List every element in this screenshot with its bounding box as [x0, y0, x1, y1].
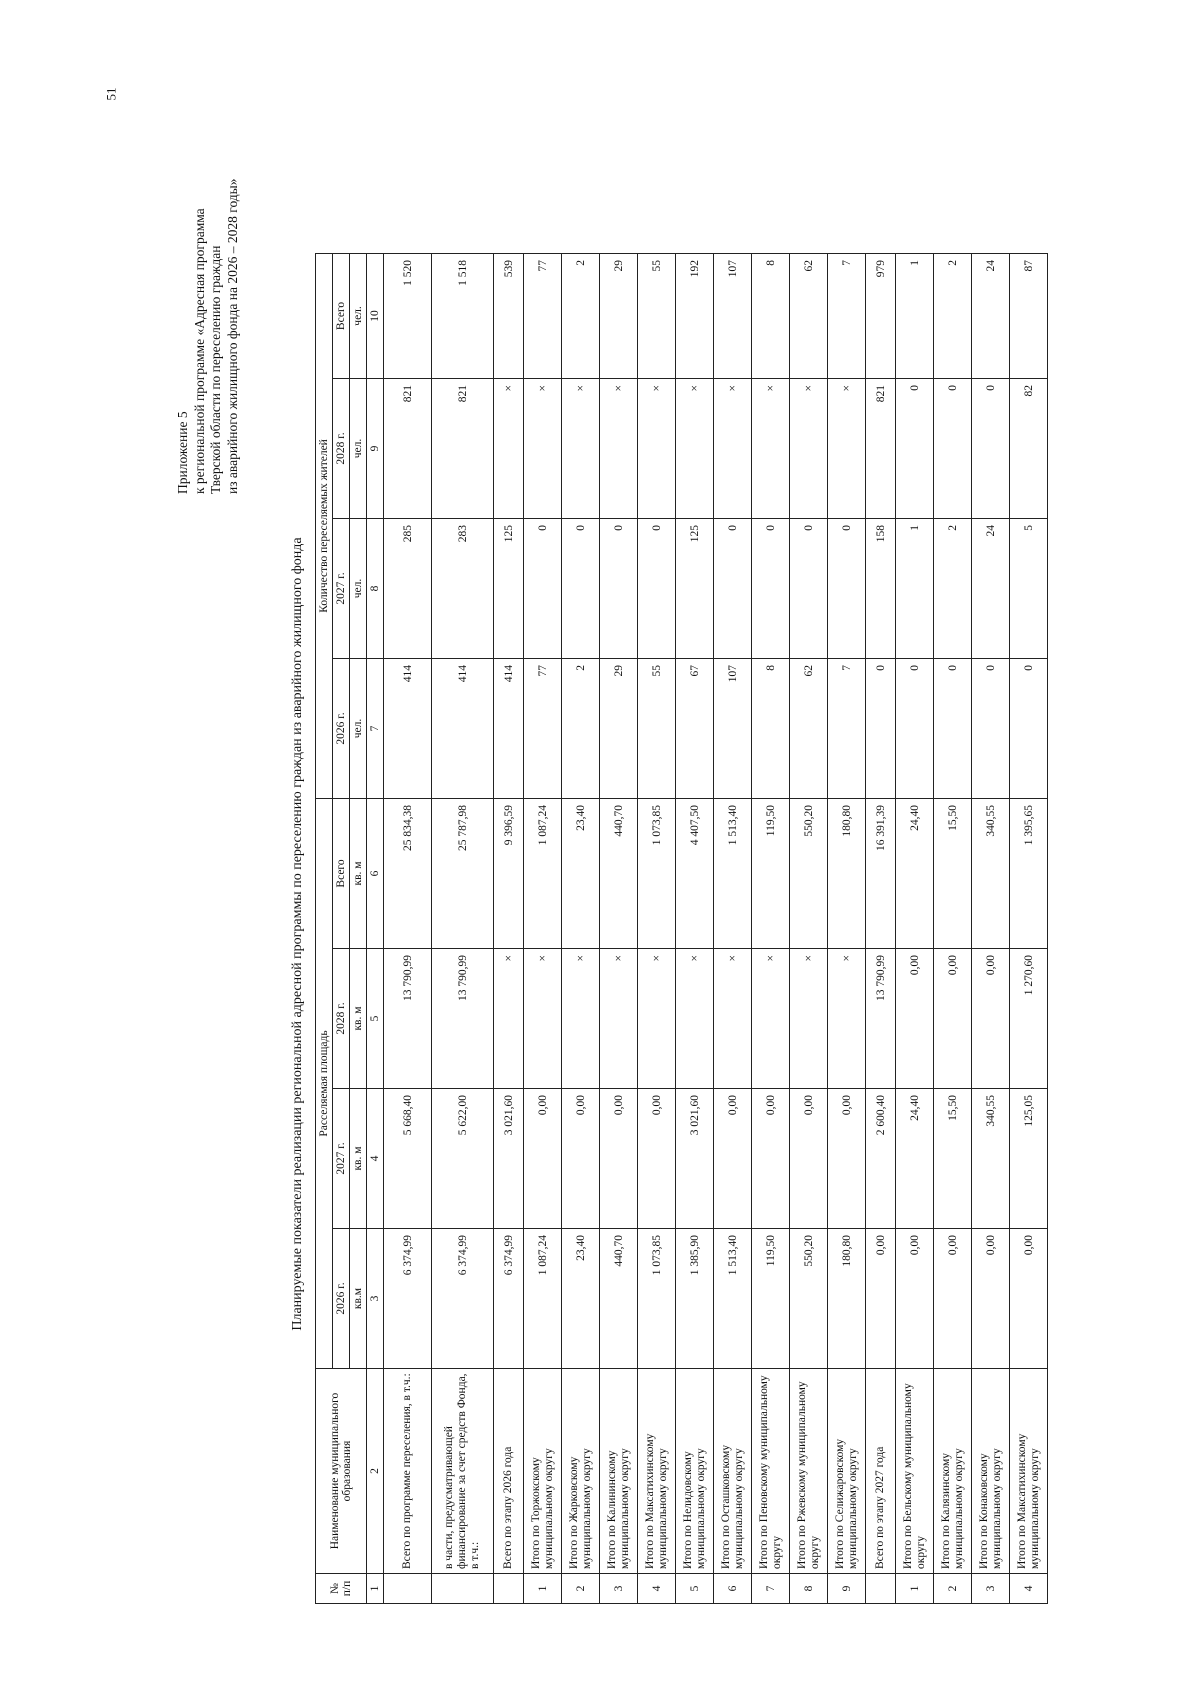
unit-cell: кв.м: [350, 1229, 367, 1369]
row-value: 77: [524, 253, 562, 378]
row-number: 2: [562, 1574, 600, 1604]
row-value: 2: [934, 518, 972, 658]
header-name: Наименование муниципального образования: [316, 1369, 367, 1574]
row-value: 5 622,00: [432, 1089, 494, 1229]
row-value: 24: [972, 518, 1010, 658]
row-value: 1: [896, 518, 934, 658]
table-row: [432, 253, 494, 1603]
row-value: 15,50: [934, 798, 972, 948]
row-value: 414: [432, 658, 494, 798]
col-number: 10: [367, 253, 384, 378]
row-value: 13 790,99: [384, 949, 432, 1089]
row-name: Итого по Торжокскому муниципальному округу: [524, 1369, 562, 1574]
header-people-2026: 2026 г.: [333, 658, 350, 798]
table-row: [866, 253, 896, 1603]
row-number: 3: [600, 1574, 638, 1604]
row-value: 67: [676, 658, 714, 798]
header-people-2027: 2027 г.: [333, 518, 350, 658]
row-value: 0: [562, 518, 600, 658]
header-area-2027: 2027 г.: [333, 1089, 350, 1229]
row-value: ×: [562, 378, 600, 518]
table-row: [714, 253, 752, 1603]
row-value: 821: [432, 378, 494, 518]
row-value: ×: [828, 949, 866, 1089]
table-row: [972, 253, 1010, 1603]
row-value: 0,00: [896, 1229, 934, 1369]
row-value: 440,70: [600, 798, 638, 948]
row-value: ×: [676, 378, 714, 518]
row-value: 821: [866, 378, 896, 518]
row-value: 539: [494, 253, 524, 378]
col-number: 4: [367, 1089, 384, 1229]
unit-cell: чел.: [350, 378, 367, 518]
row-name: Итого по Ржевскому муниципальному округу: [790, 1369, 828, 1574]
row-value: 2 600,40: [866, 1089, 896, 1229]
row-value: 0: [524, 518, 562, 658]
row-value: 1 513,40: [714, 798, 752, 948]
row-value: 0,00: [1010, 1229, 1048, 1369]
row-number: [432, 1574, 494, 1604]
row-value: 6 374,99: [432, 1229, 494, 1369]
row-value: 0,00: [524, 1089, 562, 1229]
row-value: ×: [494, 949, 524, 1089]
row-name: Итого по Максатихинскому муниципальному округу: [1010, 1369, 1048, 1574]
row-name: Итого по Бельскому муниципальному округу: [896, 1369, 934, 1574]
row-number: 8: [790, 1574, 828, 1604]
header-people-group: Количество переселяемых жителей: [316, 253, 333, 798]
row-value: 0: [600, 518, 638, 658]
row-value: ×: [752, 378, 790, 518]
indicators-table: [315, 253, 1048, 1604]
row-value: 25 834,38: [384, 798, 432, 948]
row-value: 0: [934, 658, 972, 798]
row-value: 82: [1010, 378, 1048, 518]
row-value: 285: [384, 518, 432, 658]
table-row: [828, 253, 866, 1603]
row-value: 13 790,99: [432, 949, 494, 1089]
row-value: 2: [562, 658, 600, 798]
row-name: Итого по Осташковскому муниципальному округу: [714, 1369, 752, 1574]
row-number: 5: [676, 1574, 714, 1604]
row-name: Итого по Калязинскому муниципальному округу: [934, 1369, 972, 1574]
col-number: 6: [367, 798, 384, 948]
row-value: ×: [562, 949, 600, 1089]
row-value: ×: [676, 949, 714, 1089]
row-number: 4: [1010, 1574, 1048, 1604]
row-number: [384, 1574, 432, 1604]
row-number: [866, 1574, 896, 1604]
row-value: 0: [638, 518, 676, 658]
row-value: 158: [866, 518, 896, 658]
row-value: 2: [934, 253, 972, 378]
row-value: 29: [600, 253, 638, 378]
row-value: 0,00: [972, 1229, 1010, 1369]
appendix-line-3: Тверской области по переселению граждан: [208, 245, 223, 494]
row-value: 1 087,24: [524, 798, 562, 948]
row-value: 0,00: [562, 1089, 600, 1229]
row-value: 0,00: [934, 1229, 972, 1369]
row-value: 1 520: [384, 253, 432, 378]
col-number: 3: [367, 1229, 384, 1369]
table-row: [934, 253, 972, 1603]
row-value: 340,55: [972, 798, 1010, 948]
row-value: 13 790,99: [866, 949, 896, 1089]
unit-cell: кв. м: [350, 798, 367, 948]
row-value: 5 668,40: [384, 1089, 432, 1229]
row-value: 0,00: [600, 1089, 638, 1229]
col-number: 5: [367, 949, 384, 1089]
unit-cell: кв. м: [350, 1089, 367, 1229]
row-value: 107: [714, 658, 752, 798]
row-value: 0: [714, 518, 752, 658]
row-number: 3: [972, 1574, 1010, 1604]
row-value: 1 073,85: [638, 798, 676, 948]
table-row: [1010, 253, 1048, 1603]
row-value: 0: [790, 518, 828, 658]
header-area-total: Всего: [333, 798, 350, 948]
row-name: Всего по этапу 2027 года: [866, 1369, 896, 1574]
appendix-line-2: к региональной программе «Адресная программа: [191, 208, 207, 494]
row-value: 821: [384, 378, 432, 518]
unit-cell: чел.: [350, 518, 367, 658]
row-value: 5: [1010, 518, 1048, 658]
row-value: 0,00: [790, 1089, 828, 1229]
appendix-line-1: Приложение 5: [175, 411, 190, 494]
row-value: 62: [790, 658, 828, 798]
row-name: Итого по Селижаровскому муниципальному округу: [828, 1369, 866, 1574]
row-value: 0,00: [896, 949, 934, 1089]
row-name: Итого по Максатихинскому муниципальному округу: [638, 1369, 676, 1574]
header-area-group: Расселяемая площадь: [316, 798, 333, 1368]
row-value: 414: [494, 658, 524, 798]
row-value: 0,00: [866, 1229, 896, 1369]
column-numbers-row: [367, 253, 384, 1603]
row-value: 1 395,65: [1010, 798, 1048, 948]
row-value: 550,20: [790, 1229, 828, 1369]
row-name: Итого по Нелидовскому муниципальному округу: [676, 1369, 714, 1574]
col-number: 7: [367, 658, 384, 798]
row-value: ×: [790, 378, 828, 518]
row-number: 1: [524, 1574, 562, 1604]
appendix-line-4: из аварийного жилищного фонда на 2026 – 2028 годы»: [224, 178, 240, 494]
row-value: ×: [828, 378, 866, 518]
row-value: 3 021,60: [494, 1089, 524, 1229]
row-name: Всего по этапу 2026 года: [494, 1369, 524, 1574]
table-row: [676, 253, 714, 1603]
row-name: Итого по Жарковскому муниципальному округу: [562, 1369, 600, 1574]
row-value: 16 391,39: [866, 798, 896, 948]
row-value: 87: [1010, 253, 1048, 378]
row-value: ×: [752, 949, 790, 1089]
row-value: 414: [384, 658, 432, 798]
row-name: Итого по Конаковскому муниципальному округу: [972, 1369, 1010, 1574]
row-value: 1 073,85: [638, 1229, 676, 1369]
header-area-2028: 2028 г.: [333, 949, 350, 1089]
row-value: 0,00: [714, 1089, 752, 1229]
header-num: № п/п: [316, 1574, 367, 1604]
row-value: 0,00: [972, 949, 1010, 1089]
row-number: 6: [714, 1574, 752, 1604]
appendix-header: [175, 179, 241, 495]
row-number: 9: [828, 1574, 866, 1604]
header-people-total: Всего: [333, 253, 350, 378]
row-value: 29: [600, 658, 638, 798]
table-row: [494, 253, 524, 1603]
row-value: 0: [896, 378, 934, 518]
row-value: 3 021,60: [676, 1089, 714, 1229]
row-value: 55: [638, 658, 676, 798]
row-value: ×: [714, 949, 752, 1089]
table-row: [790, 253, 828, 1603]
row-number: 2: [934, 1574, 972, 1604]
row-value: 283: [432, 518, 494, 658]
row-name: Итого по Калининскому муниципальному округу: [600, 1369, 638, 1574]
row-value: 0: [896, 658, 934, 798]
table-row: [638, 253, 676, 1603]
table-row: [524, 253, 562, 1603]
row-value: 23,40: [562, 798, 600, 948]
row-value: 7: [828, 253, 866, 378]
table-row: [384, 253, 432, 1603]
row-number: 1: [896, 1574, 934, 1604]
row-value: 55: [638, 253, 676, 378]
row-value: 180,80: [828, 1229, 866, 1369]
row-value: 125,05: [1010, 1089, 1048, 1229]
row-name: в части, предусматривающей финансирование за счет средств Фонда, в т.ч.:: [432, 1369, 494, 1574]
header-people-2028: 2028 г.: [333, 378, 350, 518]
row-value: 192: [676, 253, 714, 378]
row-value: 24,40: [896, 1089, 934, 1229]
row-value: 119,50: [752, 798, 790, 948]
row-value: 25 787,98: [432, 798, 494, 948]
unit-cell: чел.: [350, 253, 367, 378]
header-area-2026: 2026 г.: [333, 1229, 350, 1369]
row-number: 7: [752, 1574, 790, 1604]
row-value: 0,00: [828, 1089, 866, 1229]
row-value: 0,00: [638, 1089, 676, 1229]
row-name: Итого по Пеновскому муниципальному округу: [752, 1369, 790, 1574]
row-value: 0: [1010, 658, 1048, 798]
col-number: 9: [367, 378, 384, 518]
row-value: 0: [866, 658, 896, 798]
row-value: 180,80: [828, 798, 866, 948]
row-value: 7: [828, 658, 866, 798]
row-value: 23,40: [562, 1229, 600, 1369]
col-number: 8: [367, 518, 384, 658]
row-value: 0: [972, 378, 1010, 518]
row-value: 8: [752, 253, 790, 378]
row-value: ×: [638, 378, 676, 518]
row-value: ×: [524, 949, 562, 1089]
row-value: 4 407,50: [676, 798, 714, 948]
row-value: ×: [790, 949, 828, 1089]
row-value: 1: [896, 253, 934, 378]
document-title: Планируемые показатели реализации региональной адресной программы по переселению граждан из аварийного жилищного фонда: [290, 537, 305, 1331]
row-value: 1 087,24: [524, 1229, 562, 1369]
row-value: ×: [494, 378, 524, 518]
row-value: 0,00: [934, 949, 972, 1089]
row-value: ×: [524, 378, 562, 518]
row-value: 0: [828, 518, 866, 658]
unit-cell: кв. м: [350, 949, 367, 1089]
row-value: 979: [866, 253, 896, 378]
row-value: 0: [972, 658, 1010, 798]
row-value: 1 385,90: [676, 1229, 714, 1369]
row-value: 125: [676, 518, 714, 658]
row-value: 107: [714, 253, 752, 378]
row-value: 6 374,99: [494, 1229, 524, 1369]
row-value: 1 270,60: [1010, 949, 1048, 1089]
row-value: 6 374,99: [384, 1229, 432, 1369]
page-number: 51: [103, 87, 119, 101]
table-row: [896, 253, 934, 1603]
row-value: 15,50: [934, 1089, 972, 1229]
row-value: 125: [494, 518, 524, 658]
row-value: 0,00: [752, 1089, 790, 1229]
table-row: [752, 253, 790, 1603]
row-value: 550,20: [790, 798, 828, 948]
row-value: 2: [562, 253, 600, 378]
col-number: 2: [367, 1369, 384, 1574]
row-value: 8: [752, 658, 790, 798]
row-name: Всего по программе переселения, в т.ч.:: [384, 1369, 432, 1574]
row-value: 24: [972, 253, 1010, 378]
row-value: 9 396,59: [494, 798, 524, 948]
row-value: ×: [600, 378, 638, 518]
row-value: 0: [934, 378, 972, 518]
row-value: ×: [600, 949, 638, 1089]
row-number: [494, 1574, 524, 1604]
row-value: ×: [714, 378, 752, 518]
table-row: [562, 253, 600, 1603]
row-value: 1 513,40: [714, 1229, 752, 1369]
row-value: 0: [752, 518, 790, 658]
row-value: ×: [638, 949, 676, 1089]
row-number: 4: [638, 1574, 676, 1604]
unit-cell: чел.: [350, 658, 367, 798]
row-value: 340,55: [972, 1089, 1010, 1229]
row-value: 62: [790, 253, 828, 378]
row-value: 1 518: [432, 253, 494, 378]
col-number: 1: [367, 1574, 384, 1604]
row-value: 77: [524, 658, 562, 798]
table-row: [600, 253, 638, 1603]
row-value: 440,70: [600, 1229, 638, 1369]
row-value: 24,40: [896, 798, 934, 948]
row-value: 119,50: [752, 1229, 790, 1369]
